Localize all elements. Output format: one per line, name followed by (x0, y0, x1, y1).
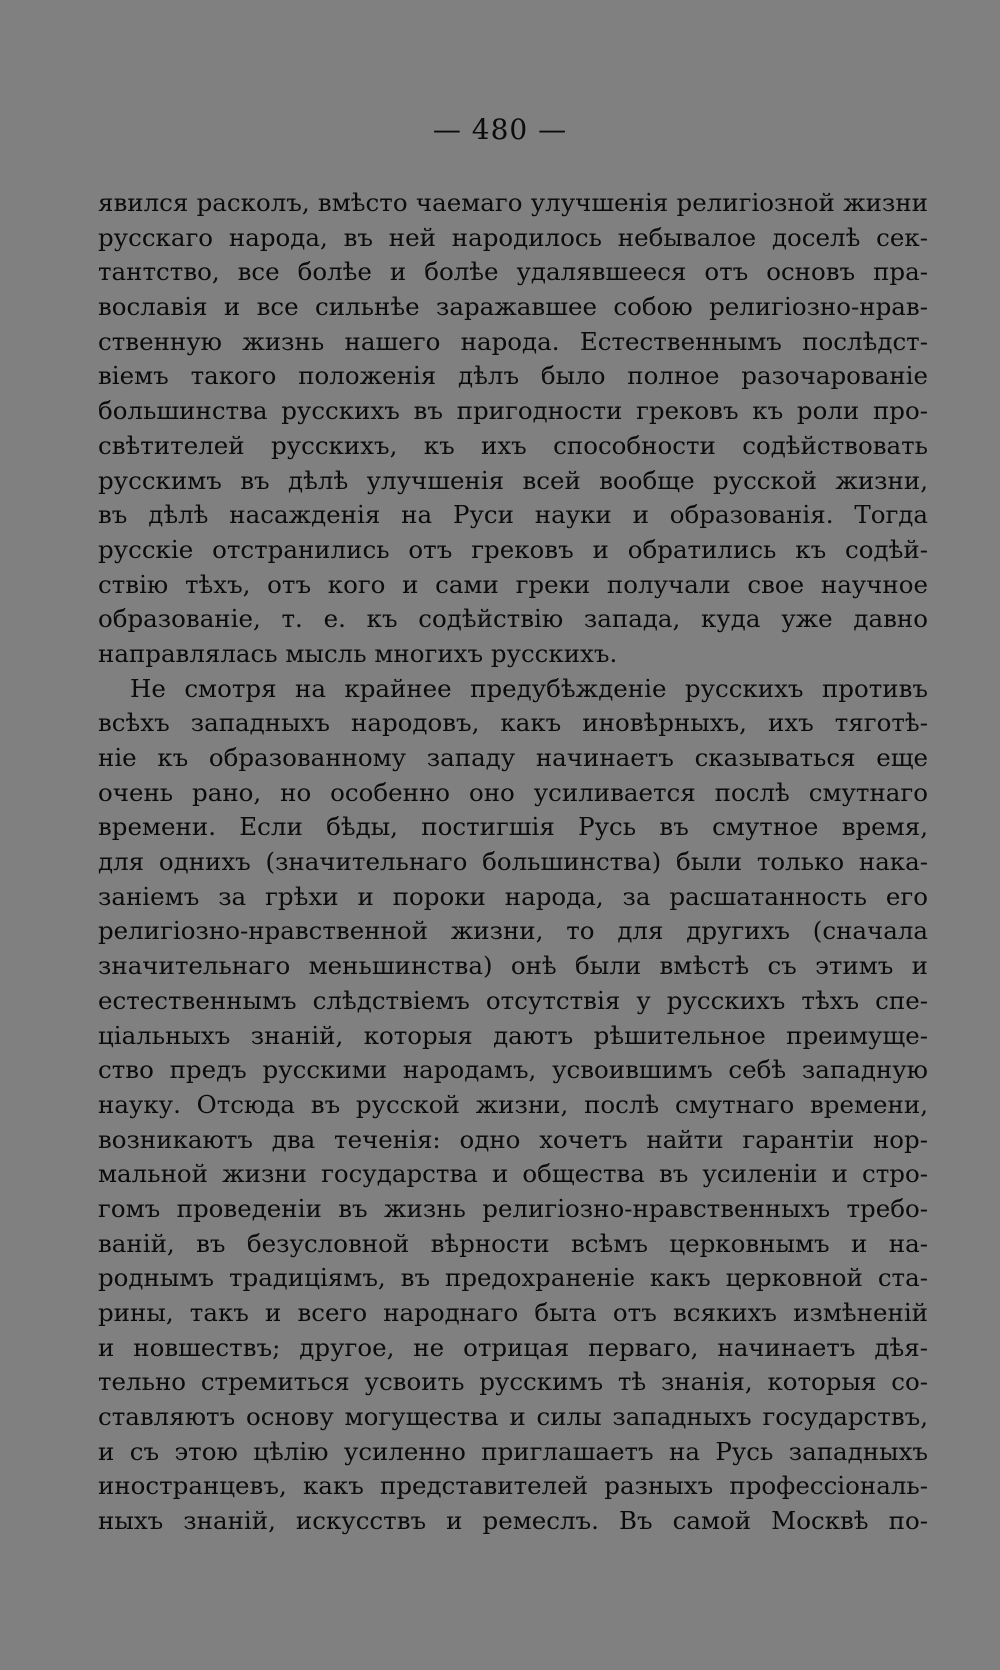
text-line: естественнымъ слѣдствіемъ отсутствія у русскихъ тѣхъ спе- (98, 985, 928, 1015)
text-line: ціальныхъ знаній, которыя даютъ рѣшительное преимуще- (98, 1020, 928, 1050)
text-line: иностранцевъ, какъ представителей разныхъ профессіональ- (98, 1471, 928, 1501)
text-line: русскимъ въ дѣлѣ улучшенія всей вообще русской жизни, (98, 465, 928, 495)
text-line: ставляютъ основу могущества и силы западныхъ государствъ, (98, 1402, 928, 1432)
text-line: гомъ проведеніи въ жизнь религіозно-нравственныхъ требо- (98, 1193, 928, 1223)
text-line: русскіе отстранились отъ грековъ и обратились къ содѣй- (98, 534, 928, 564)
text-line: ство предъ русскими народамъ, усвоившимъ себѣ западную (98, 1055, 928, 1085)
text-line: тельно стремиться усвоить русскимъ тѣ знанія, которыя со- (98, 1367, 928, 1397)
text-line: ніе къ образованному западу начинаетъ сказываться еще (98, 743, 928, 772)
text-line: ныхъ знаній, искусствъ и ремеслъ. Въ самой Москвѣ по- (98, 1506, 928, 1536)
text-line: явился расколъ, вмѣсто чаемаго улучшенія религіозной жизни (98, 188, 928, 217)
text-line: ствію тѣхъ, отъ кого и сами греки получали свое научное (98, 569, 928, 599)
text-line: значительнаго меньшинства) онѣ были вмѣстѣ съ этимъ и (98, 951, 928, 981)
text-line: для однихъ (значительнаго большинства) были только нака- (98, 847, 928, 877)
text-line: очень рано, но особенно оно усиливается послѣ смутнаго (98, 777, 928, 807)
text-line: заніемъ за грѣхи и пороки народа, за расшатанность его (98, 881, 928, 911)
text-line: роднымъ традиціямъ, въ предохраненіе какъ церковной ста- (98, 1263, 928, 1293)
text-line: всѣхъ западныхъ народовъ, какъ иновѣрныхъ, ихъ тяготѣ- (98, 708, 928, 738)
page-number: — 480 — (432, 113, 568, 146)
text-line: ственную жизнь нашего народа. Естественнымъ послѣдст- (98, 326, 928, 356)
text-line: віемъ такого положенія дѣлъ было полное разочарованіе (98, 361, 928, 391)
text-line: направлялась мысль многихъ русскихъ. (98, 638, 618, 668)
body-text (98, 186, 928, 1539)
text-line: свѣтителей русскихъ, къ ихъ способности содѣйствовать (98, 430, 928, 460)
text-line: большинства русскихъ въ пригодности грековъ къ роли про- (98, 396, 928, 426)
text-line: возникаютъ два теченія: одно хочетъ найти гарантіи нор- (98, 1124, 928, 1154)
text-line: Не смотря на крайнее предубѣжденіе русскихъ противъ (130, 673, 928, 703)
text-line: и новшествъ; другое, не отрицая перваго, начинаетъ дѣя- (98, 1332, 928, 1362)
text-line: ваній, въ безусловной вѣрности всѣмъ церковнымъ и на- (98, 1228, 928, 1258)
text-line: мальной жизни государства и общества въ усиленіи и стро- (98, 1159, 928, 1189)
text-line: науку. Отсюда въ русской жизни, послѣ смутнаго времени, (98, 1089, 928, 1119)
text-line: рины, такъ и всего народнаго быта отъ всякихъ измѣненій (98, 1298, 928, 1327)
text-line: тантство, все болѣе и болѣе удалявшееся отъ основъ пра- (98, 257, 928, 287)
text-line: въ дѣлѣ насажденія на Руси науки и образованія. Тогда (98, 500, 928, 530)
text-line: и съ этою цѣлію усиленно приглашаетъ на Русь западныхъ (98, 1436, 928, 1466)
text-line: русскаго народа, въ ней народилось небывалое доселѣ сек- (98, 222, 928, 252)
text-line: образованіе, т. е. къ содѣйствію запада, куда уже давно (98, 604, 928, 634)
text-line: вославія и все сильнѣе заражавшее собою религіозно-нрав- (98, 292, 928, 322)
text-line: времени. Если бѣды, постигшія Русь въ смутное время, (98, 812, 928, 842)
text-line: религіозно-нравственной жизни, то для другихъ (сначала (98, 916, 928, 946)
